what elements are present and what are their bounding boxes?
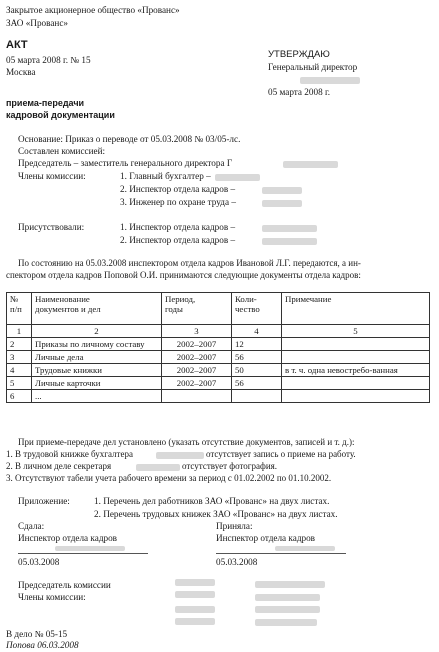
signature-line [18, 553, 148, 554]
gave-label: Сдала: [18, 521, 45, 531]
table-row [7, 377, 430, 390]
row-period: 2002–2007 [162, 351, 232, 364]
took-position: Инспектор отдела кадров [216, 533, 316, 543]
col-number-header: № п/п [7, 293, 32, 325]
row-period: 2002–2007 [162, 377, 232, 390]
column-number: 4 [232, 325, 282, 338]
table-row [7, 390, 430, 403]
finding-2a: 2. В личном деле секретаря [6, 461, 112, 471]
row-period: 2002–2007 [162, 364, 232, 377]
redacted-name [262, 187, 302, 194]
appendix-label: Приложение: [18, 496, 70, 506]
org-short-name: ЗАО «Прованс» [6, 18, 69, 28]
column-number: 3 [162, 325, 232, 338]
org-full-name: Закрытое акционерное общество «Прованс» [6, 5, 180, 15]
row-name: ... [32, 390, 162, 403]
row-quantity: 12 [232, 338, 282, 351]
redacted-name [255, 594, 320, 601]
row-quantity [232, 390, 282, 403]
member-1: 1. Главный бухгалтер – [120, 171, 211, 181]
approve-date: 05 марта 2008 г. [268, 87, 330, 97]
redacted-name [136, 464, 180, 471]
row-name: Трудовые книжки [32, 364, 162, 377]
row-quantity: 56 [232, 377, 282, 390]
table-column-numbers-row [7, 325, 430, 338]
statement-line2: спектором отдела кадров Поповой О.И. принимаются следующие документы отдела кадров: [6, 270, 361, 280]
column-number: 2 [32, 325, 162, 338]
basis-line: Основание: Приказ о переводе от 05.03.2008 № 03/05-лс. [18, 134, 241, 144]
col-quantity-header: Коли- чество [232, 293, 282, 325]
row-number: 5 [7, 377, 32, 390]
row-period: 2002–2007 [162, 338, 232, 351]
finding-1b: отсутствует запись о приеме на работу. [206, 449, 356, 459]
row-period [162, 390, 232, 403]
redacted-signature [175, 606, 215, 613]
file-note: В дело № 05-15 [6, 629, 68, 639]
row-name: Личные дела [32, 351, 162, 364]
redacted-name [255, 606, 320, 613]
gave-date: 05.03.2008 [18, 557, 60, 567]
redacted-name [283, 161, 338, 168]
present-label: Присутствовали: [18, 222, 85, 232]
member-3: 3. Инженер по охране труда – [120, 197, 236, 207]
approve-title: УТВЕРЖДАЮ [268, 49, 330, 60]
table-row [7, 338, 430, 351]
row-number: 2 [7, 338, 32, 351]
commission-caption: Составлен комиссией: [18, 146, 106, 156]
appendix-item-2: 2. Перечень трудовых книжек ЗАО «Прованс» на двух листах. [94, 509, 338, 519]
redacted-signature [300, 77, 360, 84]
signature-line [216, 553, 346, 554]
column-number: 5 [282, 325, 430, 338]
row-quantity: 50 [232, 364, 282, 377]
redacted-name [262, 225, 317, 232]
col-period-header: Период, годы [162, 293, 232, 325]
filing-signature: Попова 06.03.2008 [6, 640, 79, 650]
row-note: в т. ч. одна невостребо-ванная [282, 364, 430, 377]
row-number: 3 [7, 351, 32, 364]
table-row [7, 364, 430, 377]
redacted-signature [175, 618, 215, 625]
redacted-name [156, 452, 204, 459]
redacted-name [262, 238, 317, 245]
redacted-signature [55, 546, 125, 551]
took-date: 05.03.2008 [216, 557, 258, 567]
commission-chair: Председатель – заместитель генерального директора Г [18, 158, 233, 168]
act-subject-line1: приема-передачи [6, 98, 85, 108]
redacted-name [255, 581, 325, 588]
column-number: 1 [7, 325, 32, 338]
findings-intro: При приеме-передаче дел установлено (указать отсутствие документов, записей и т. д.): [18, 437, 355, 447]
redacted-name [262, 200, 302, 207]
col-note-header: Примечание [282, 293, 430, 325]
table-header-row [7, 293, 430, 325]
row-name: Приказы по личному составу [32, 338, 162, 351]
redacted-signature [175, 579, 215, 586]
redacted-name [255, 619, 317, 626]
documents-table [6, 292, 430, 403]
row-note [282, 390, 430, 403]
act-date-number: 05 марта 2008 г. № 15 [6, 55, 91, 65]
commission-members-label: Члены комиссии: [18, 592, 86, 602]
finding-2b: отсутствует фотография. [182, 461, 278, 471]
row-note [282, 377, 430, 390]
commission-chair-label: Председатель комиссии [18, 580, 111, 590]
redacted-signature [275, 546, 335, 551]
row-number: 4 [7, 364, 32, 377]
member-2: 2. Инспектор отдела кадров – [120, 184, 236, 194]
redacted-signature [175, 591, 215, 598]
table-row [7, 351, 430, 364]
members-label: Члены комиссии: [18, 171, 86, 181]
act-title: АКТ [6, 39, 28, 51]
act-subject-line2: кадровой документации [6, 110, 115, 120]
finding-1a: 1. В трудовой книжке бухгалтера [6, 449, 133, 459]
took-label: Приняла: [216, 521, 253, 531]
present-1: 1. Инспектор отдела кадров – [120, 222, 236, 232]
present-2: 2. Инспектор отдела кадров – [120, 235, 236, 245]
row-note [282, 351, 430, 364]
statement-line1: По состоянию на 05.03.2008 инспектором отдела кадров Ивановой Л.Г. передаются, а ин- [18, 258, 361, 268]
col-name-header: Наименование документов и дел [32, 293, 162, 325]
approve-position: Генеральный директор [268, 62, 358, 72]
row-quantity: 56 [232, 351, 282, 364]
gave-position: Инспектор отдела кадров [18, 533, 118, 543]
finding-3: 3. Отсутствуют табели учета рабочего времени за период с 01.02.2002 по 01.10.2002. [6, 473, 332, 483]
row-note [282, 338, 430, 351]
row-name: Личные карточки [32, 377, 162, 390]
act-city: Москва [6, 67, 36, 77]
appendix-item-1: 1. Перечень дел работников ЗАО «Прованс» на двух листах. [94, 496, 330, 506]
row-number: 6 [7, 390, 32, 403]
redacted-name [215, 174, 260, 181]
